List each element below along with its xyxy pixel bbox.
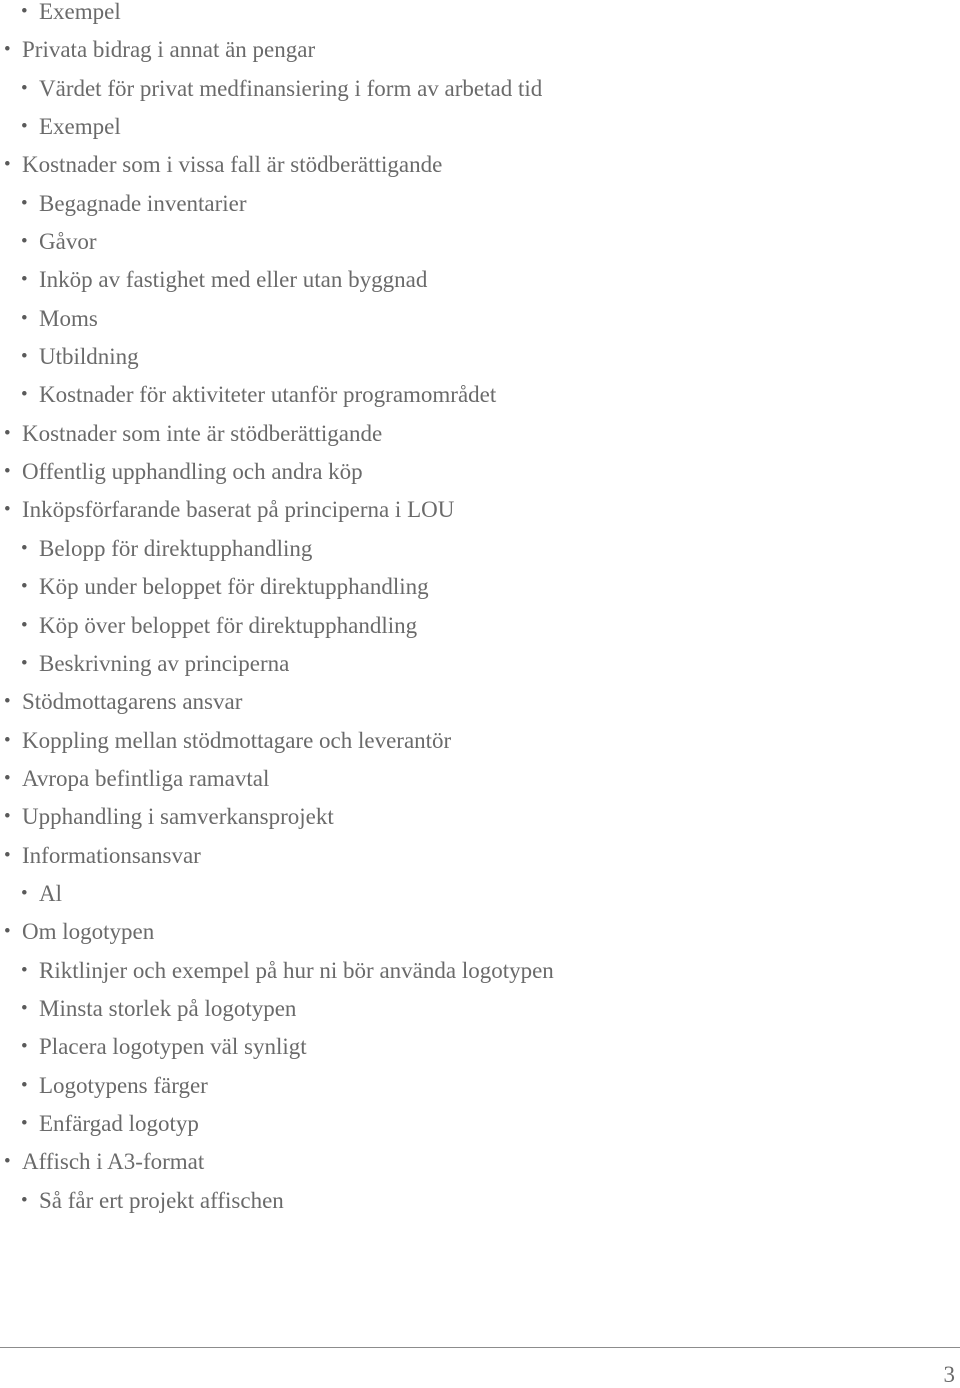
toc-entry	[0, 376, 960, 414]
toc-entry	[0, 453, 960, 491]
toc-entry	[0, 146, 960, 184]
bullet-icon: •	[21, 1036, 28, 1058]
toc-entry	[0, 1105, 960, 1143]
toc-entry-label: Riktlinjer och exempel på hur ni bör använda logotypen	[39, 957, 554, 983]
toc-entry	[0, 108, 960, 146]
bullet-icon: •	[21, 346, 28, 368]
toc-entry-label: Logotypens färger	[39, 1072, 208, 1098]
bullet-icon: •	[21, 231, 28, 253]
bullet-icon: •	[21, 77, 28, 99]
toc-entry	[0, 223, 960, 261]
toc-entry	[0, 338, 960, 376]
toc-entry	[0, 0, 960, 31]
toc-entry-label: Exempel	[39, 0, 121, 24]
toc-entry-label: Inköpsförfarande baserat på principerna i LOU	[22, 497, 455, 523]
toc-entry-label: Kostnader för aktiviteter utanför programområdet	[39, 382, 497, 408]
toc-entry-label: Informationsansvar	[22, 842, 201, 868]
toc-entry-label: Exempel	[39, 114, 121, 140]
toc-entry	[0, 798, 960, 836]
toc-entry-label: Utbildning	[39, 344, 139, 370]
toc-entry-label: Inköp av fastighet med eller utan byggnad	[39, 267, 428, 293]
bullet-icon: •	[4, 767, 11, 789]
bullet-icon: •	[21, 1112, 28, 1134]
toc-entry	[0, 530, 960, 568]
toc-entry-label: Kostnader som inte är stödberättigande	[22, 420, 383, 446]
toc-entry-label: Koppling mellan stödmottagare och leverantör	[22, 727, 452, 753]
bullet-icon: •	[21, 997, 28, 1019]
bullet-icon: •	[4, 461, 11, 483]
toc-entry	[0, 683, 960, 721]
bullet-icon: •	[21, 384, 28, 406]
toc-entry-label: Upphandling i samverkansprojekt	[22, 804, 334, 830]
bullet-icon: •	[21, 116, 28, 138]
bullet-icon: •	[21, 576, 28, 598]
page-number: 3	[943, 1362, 955, 1387]
toc-entry-label: Beskrivning av principerna	[39, 650, 290, 676]
bullet-icon: •	[4, 691, 11, 713]
bullet-icon: •	[4, 1151, 11, 1173]
toc-entry-label: Värdet för privat medfinansiering i form av arbetad tid	[39, 75, 543, 101]
toc-entry-label: Avropa befintliga ramavtal	[22, 765, 270, 791]
toc-entry	[0, 837, 960, 875]
bullet-icon: •	[4, 39, 11, 61]
toc-entry-label: Affisch i A3-format	[22, 1149, 205, 1175]
toc-entry	[0, 70, 960, 108]
toc-entry	[0, 1028, 960, 1066]
toc-entry-label: Offentlig upphandling och andra köp	[22, 459, 363, 485]
bullet-icon: •	[4, 844, 11, 866]
toc-entry-label: Så får ert projekt affischen	[39, 1187, 284, 1213]
bullet-icon: •	[4, 422, 11, 444]
bullet-icon: •	[21, 192, 28, 214]
toc-entry-label: Kostnader som i vissa fall är stödberättigande	[22, 152, 443, 178]
toc-entry-label: Gåvor	[39, 229, 97, 255]
toc-entry	[0, 1182, 960, 1220]
bullet-icon: •	[4, 154, 11, 176]
toc-entry	[0, 645, 960, 683]
toc-entry	[0, 300, 960, 338]
bullet-icon: •	[21, 537, 28, 559]
toc-entry-label: Minsta storlek på logotypen	[39, 995, 297, 1021]
bullet-icon: •	[21, 307, 28, 329]
bullet-icon: •	[21, 614, 28, 636]
toc-entry-label: Belopp för direktupphandling	[39, 535, 313, 561]
toc-entry	[0, 415, 960, 453]
bullet-icon: •	[21, 882, 28, 904]
toc-entry	[0, 1067, 960, 1105]
toc-entry	[0, 185, 960, 223]
toc-entry-label: Moms	[39, 305, 98, 331]
bullet-icon: •	[21, 1074, 28, 1096]
toc-entry	[0, 31, 960, 69]
bullet-icon: •	[4, 806, 11, 828]
bullet-icon: •	[21, 1189, 28, 1211]
toc-entry-label: Enfärgad logotyp	[39, 1110, 199, 1136]
bullet-icon: •	[4, 921, 11, 943]
toc-entry	[0, 491, 960, 529]
toc-entry-label: Al	[39, 880, 62, 906]
toc-entry-label: Köp över beloppet för direktupphandling	[39, 612, 418, 638]
toc-entry	[0, 760, 960, 798]
toc-entry-label: Placera logotypen väl synligt	[39, 1034, 307, 1060]
toc-entry	[0, 568, 960, 606]
toc-entry-label: Köp under beloppet för direktupphandling	[39, 574, 429, 600]
toc-entry	[0, 722, 960, 760]
toc-entry	[0, 875, 960, 913]
toc-entry-label: Begagnade inventarier	[39, 190, 247, 216]
toc-entry	[0, 990, 960, 1028]
toc-entry	[0, 1143, 960, 1181]
footer-divider	[0, 1347, 960, 1348]
bullet-icon: •	[4, 729, 11, 751]
toc-entry-label: Privata bidrag i annat än pengar	[22, 37, 316, 63]
toc-entry-label: Stödmottagarens ansvar	[22, 689, 243, 715]
bullet-icon: •	[21, 652, 28, 674]
toc-entry	[0, 952, 960, 990]
toc-entry	[0, 261, 960, 299]
bullet-icon: •	[21, 269, 28, 291]
toc-entry-label: Om logotypen	[22, 919, 155, 945]
bullet-icon: •	[21, 1, 28, 22]
toc-entry	[0, 607, 960, 645]
bullet-icon: •	[4, 499, 11, 521]
bullet-icon: •	[21, 959, 28, 981]
toc-entry	[0, 913, 960, 951]
